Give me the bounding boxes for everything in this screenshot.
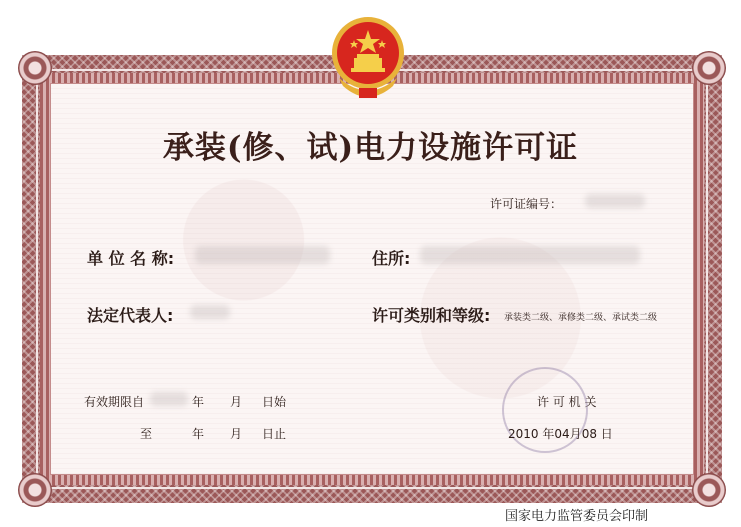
address-label: 住所:	[372, 249, 411, 268]
license-number-label: 许可证编号：	[490, 197, 563, 211]
category-value: 承装类二级、承修类二级、承试类二级	[504, 313, 658, 323]
category-label: 许可类别和等级:	[372, 306, 491, 325]
national-emblem-icon	[329, 8, 407, 110]
issue-year: 2010	[508, 427, 539, 441]
redacted-start-date	[150, 392, 188, 406]
issue-year-char: 年	[542, 427, 555, 441]
redacted-unit-name	[195, 246, 330, 264]
issuer-label: 许 可 机 关	[537, 395, 597, 409]
issue-date	[508, 425, 613, 442]
redacted-representative	[190, 305, 230, 319]
validity-from-label: 有效期限自	[84, 395, 145, 409]
corner-ornament-icon	[692, 51, 726, 85]
redacted-address	[420, 246, 640, 264]
footer-printer: 国家电力监管委员会印制	[505, 509, 649, 524]
unit-name-label: 单 位 名 称:	[87, 249, 175, 268]
legal-representative-label: 法定代表人:	[87, 306, 174, 325]
redacted-license-number	[585, 194, 645, 208]
month-char: 月	[230, 427, 243, 441]
validity-to-label: 至	[140, 427, 153, 441]
month-char: 月	[230, 395, 243, 409]
corner-ornament-icon	[692, 473, 726, 507]
day-end-label: 日止	[262, 427, 287, 441]
corner-ornament-icon	[18, 473, 52, 507]
year-char: 年	[192, 427, 205, 441]
day-start-label: 日始	[262, 395, 287, 409]
issue-day-char: 日	[600, 427, 613, 441]
year-char: 年	[192, 395, 205, 409]
issue-month: 04	[554, 427, 570, 441]
corner-ornament-icon	[18, 51, 52, 85]
certificate-title: 承装(修、试)电力设施许可证	[162, 130, 579, 166]
issue-day: 08	[581, 427, 597, 441]
issue-month-char: 月	[569, 427, 582, 441]
